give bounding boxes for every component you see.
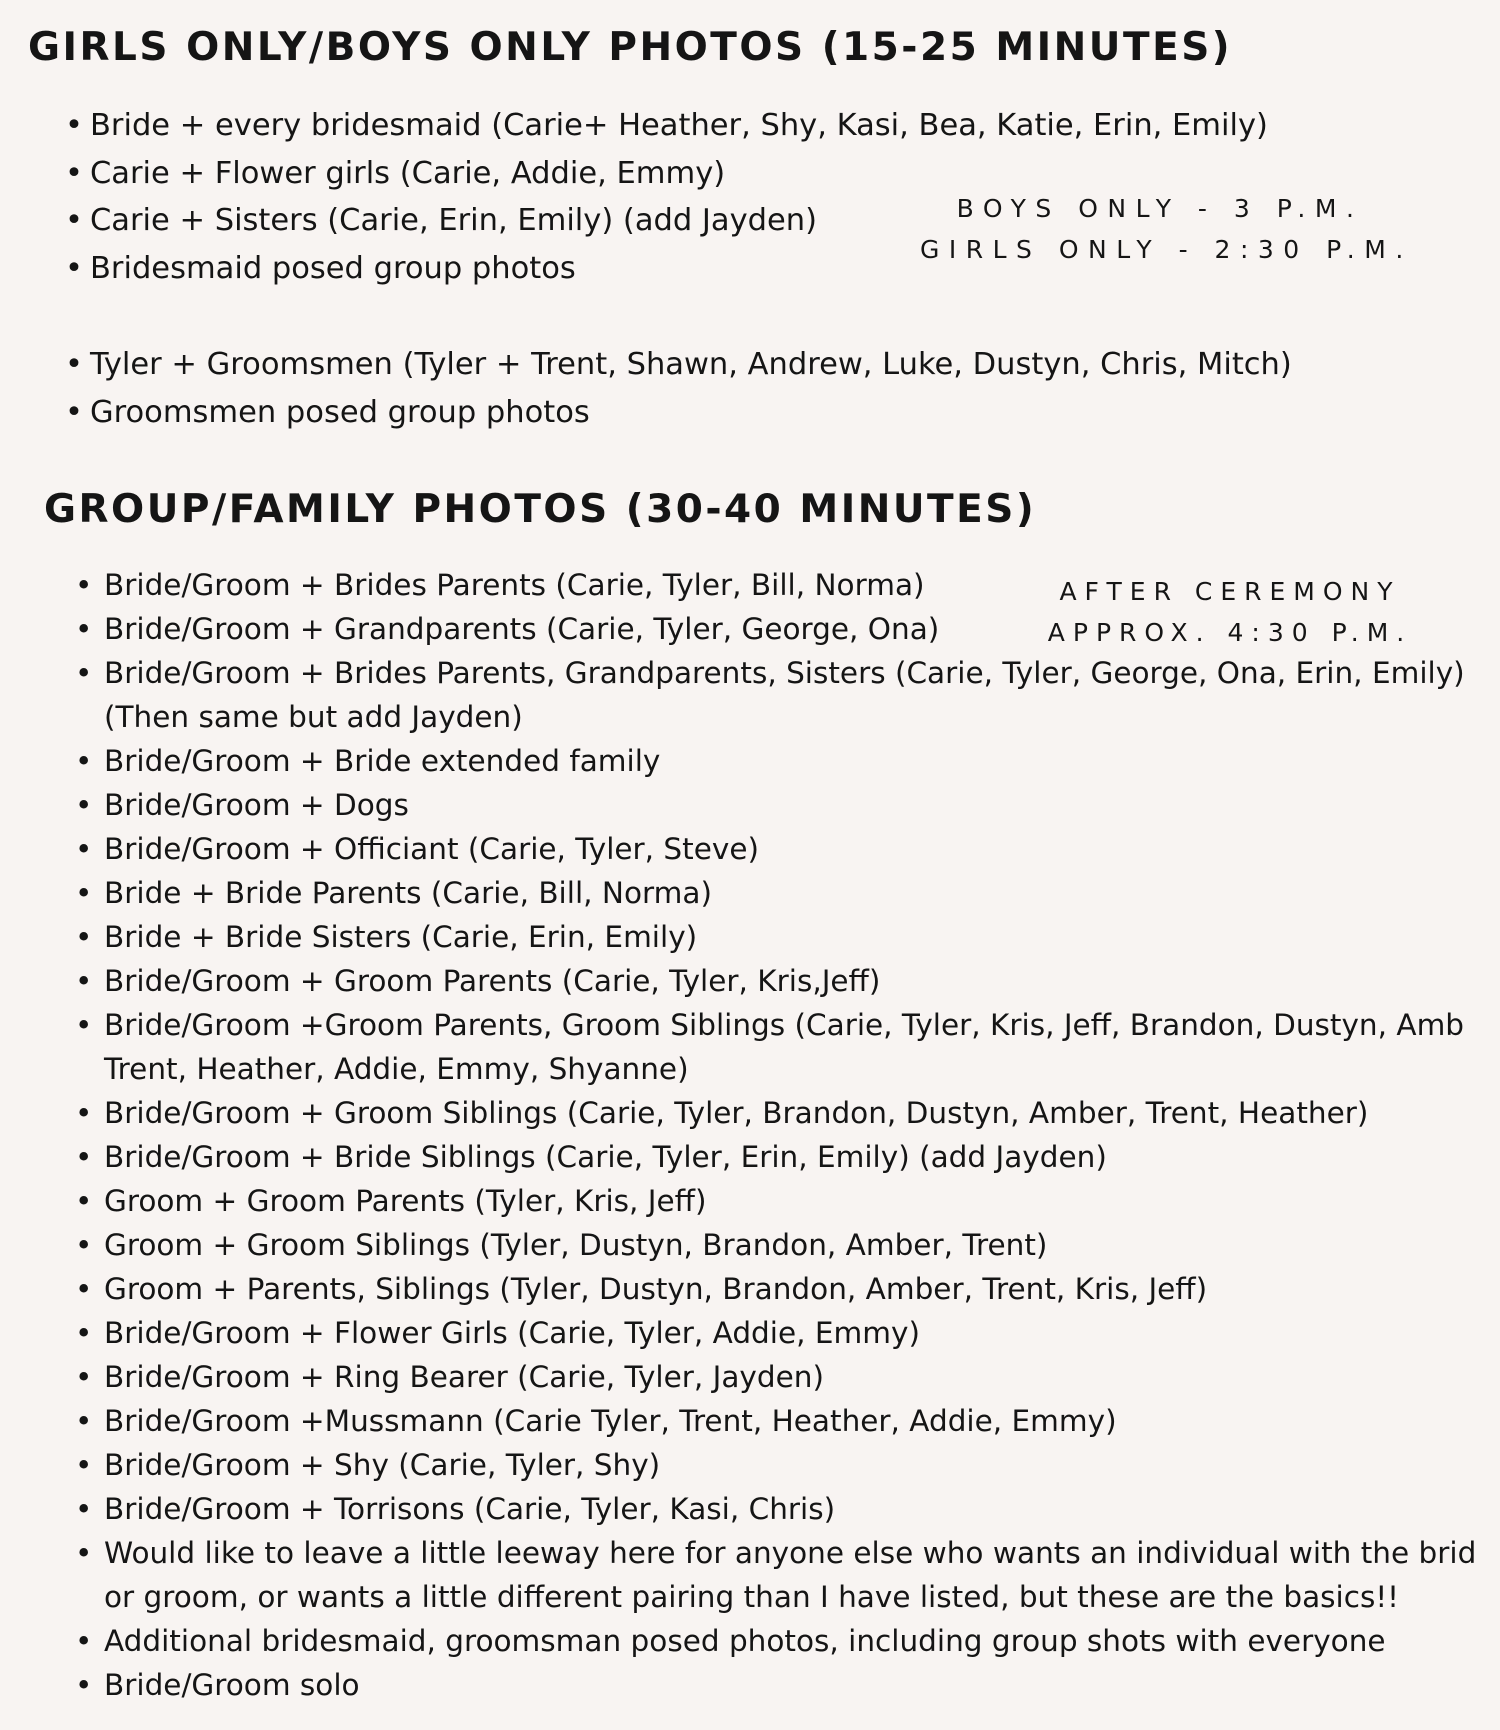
list-item-text: Bride/Groom + Dogs: [104, 788, 409, 822]
list-item-text: Bride/Groom + Torrisons (Carie, Tyler, Kasi, Chris): [104, 1492, 836, 1526]
list-item: [75, 1443, 1476, 1487]
list-item-text: Additional bridesmaid, groomsman posed photos, including group shots with everyone: [104, 1624, 1386, 1658]
list-item: [75, 1399, 1476, 1443]
bullet-icon: •: [75, 612, 93, 646]
list-item-text: Bride + Bride Parents (Carie, Bill, Norma): [104, 876, 712, 910]
girls-time-text: GIRLS ONLY - 2:30 P.M.: [920, 235, 1413, 264]
bullet-icon: •: [75, 832, 93, 866]
bullet-icon: •: [65, 108, 83, 143]
list-item: [75, 1531, 1477, 1619]
list-item: [75, 871, 1476, 915]
list-item-text: Bride/Groom + Flower Girls (Carie, Tyler, Addie, Emmy): [104, 1316, 920, 1350]
list-item: [75, 1487, 1476, 1531]
list-item-text: Carie + Sisters (Carie, Erin, Emily) (add Jayden): [90, 203, 818, 238]
family-section-title: GROUP/FAMILY PHOTOS (30-40 MINUTES): [44, 487, 1037, 532]
list-item: [75, 1135, 1476, 1179]
bullet-icon: •: [75, 788, 93, 822]
bullet-icon: •: [75, 964, 93, 998]
list-item: [75, 1267, 1476, 1311]
approx-time-text: APPROX. 4:30 P.M.: [1047, 618, 1413, 647]
list-item-text: Groomsmen posed group photos: [90, 394, 590, 430]
list-item-text: Trent, Heather, Addie, Emmy, Shyanne): [104, 1052, 689, 1086]
boys-time-text: BOYS ONLY - 3 P.M.: [956, 194, 1364, 223]
bullet-icon: •: [75, 1448, 93, 1482]
list-item: [75, 651, 1476, 739]
list-item-text: Bride + every bridesmaid (Carie+ Heather, Shy, Kasi, Bea, Katie, Erin, Emily): [90, 108, 1268, 143]
boys-girls-time-note: [920, 188, 1413, 270]
bullet-icon: •: [75, 744, 93, 778]
list-item-text: Bride/Groom + Grandparents (Carie, Tyler, George, Ona): [104, 612, 940, 646]
list-item-text: Bride/Groom solo: [104, 1668, 360, 1702]
list-item: [75, 739, 1476, 783]
bullet-icon: •: [65, 250, 83, 286]
list-item-text: Bride/Groom +Groom Parents, Groom Siblings (Carie, Tyler, Kris, Jeff, Brandon, Dustyn, Amb: [104, 1008, 1465, 1042]
after-ceremony-text: AFTER CEREMONY: [1059, 577, 1401, 606]
bullet-icon: •: [75, 1272, 93, 1306]
bullet-icon: •: [75, 1228, 93, 1262]
list-item-text: Bride/Groom + Bride Siblings (Carie, Tyler, Erin, Emily) (add Jayden): [104, 1140, 1107, 1174]
list-item-text: Bride + Bride Sisters (Carie, Erin, Emily): [104, 920, 698, 954]
bullet-icon: •: [75, 1668, 93, 1702]
list-item: [65, 341, 1292, 389]
list-item-text: Bride/Groom + Brides Parents, Grandparents, Sisters (Carie, Tyler, George, Ona, Erin, Emily): [104, 656, 1465, 690]
list-item: [75, 1619, 1476, 1663]
list-item: [65, 389, 1292, 437]
list-item-text: Would like to leave a little leeway here for anyone else who wants an individual with the brid: [104, 1536, 1477, 1570]
list-item: [75, 1091, 1476, 1135]
bullet-icon: •: [75, 1624, 93, 1658]
boys-photo-list: [65, 341, 1292, 436]
list-item-text: Bridesmaid posed group photos: [90, 250, 576, 286]
bullet-icon: •: [65, 347, 83, 382]
bullet-icon: •: [75, 876, 93, 910]
list-item-text: Bride/Groom + Brides Parents (Carie, Tyler, Bill, Norma): [104, 568, 925, 602]
bullet-icon: •: [75, 1360, 93, 1394]
bullet-icon: •: [75, 1140, 93, 1174]
list-item-text: (Then same but add Jayden): [104, 700, 523, 734]
list-item: [75, 827, 1476, 871]
list-item-text: Bride/Groom + Groom Siblings (Carie, Tyler, Brandon, Dustyn, Amber, Trent, Heather): [104, 1096, 1369, 1130]
list-item: [75, 915, 1476, 959]
bullet-icon: •: [75, 656, 93, 690]
list-item-text: Groom + Groom Parents (Tyler, Kris, Jeff): [104, 1184, 707, 1218]
list-item: [75, 1355, 1476, 1399]
bullet-icon: •: [65, 394, 83, 430]
list-item: [75, 783, 1476, 827]
list-item: [65, 102, 1268, 150]
list-item: [75, 1663, 1476, 1707]
list-item-text: Carie + Flower girls (Carie, Addie, Emmy): [90, 155, 726, 191]
bullet-icon: •: [75, 1536, 93, 1570]
list-item-text: Bride/Groom + Officiant (Carie, Tyler, Steve): [104, 832, 759, 866]
bullet-icon: •: [75, 1096, 93, 1130]
list-item: [75, 607, 1476, 651]
list-item-text: Tyler + Groomsmen (Tyler + Trent, Shawn, Andrew, Luke, Dustyn, Chris, Mitch): [90, 347, 1292, 382]
list-item-text: Bride/Groom + Ring Bearer (Carie, Tyler, Jayden): [104, 1360, 824, 1394]
list-item: [75, 563, 1476, 607]
list-item-text: Bride/Groom + Groom Parents (Carie, Tyler, Kris,Jeff): [104, 964, 881, 998]
bullet-icon: •: [65, 203, 83, 238]
list-item-text: Bride/Groom + Shy (Carie, Tyler, Shy): [104, 1448, 661, 1482]
bullet-icon: •: [75, 568, 93, 602]
bullet-icon: •: [75, 1316, 93, 1350]
girls-boys-section-title: GIRLS ONLY/BOYS ONLY PHOTOS (15-25 MINUTES): [28, 25, 1233, 70]
list-item: [75, 959, 1476, 1003]
bullet-icon: •: [75, 1008, 93, 1042]
list-item-text: Bride/Groom + Bride extended family: [104, 744, 661, 778]
bullet-icon: •: [75, 1404, 93, 1438]
list-item-text: Bride/Groom +Mussmann (Carie Tyler, Trent, Heather, Addie, Emmy): [104, 1404, 1117, 1438]
bullet-icon: •: [75, 1184, 93, 1218]
list-item: [75, 1311, 1476, 1355]
list-item-text: Groom + Parents, Siblings (Tyler, Dustyn, Brandon, Amber, Trent, Kris, Jeff): [104, 1272, 1208, 1306]
list-item: [75, 1223, 1476, 1267]
bullet-icon: •: [75, 1492, 93, 1526]
list-item-text: Groom + Groom Siblings (Tyler, Dustyn, Brandon, Amber, Trent): [104, 1228, 1048, 1262]
family-photo-list: [75, 563, 1477, 1707]
bullet-icon: •: [65, 155, 83, 191]
bullet-icon: •: [75, 920, 93, 954]
list-item: [75, 1179, 1476, 1223]
list-item: [75, 1003, 1476, 1091]
list-item-text: or groom, or wants a little different pairing than I have listed, but these are the basics!!: [104, 1580, 1399, 1614]
